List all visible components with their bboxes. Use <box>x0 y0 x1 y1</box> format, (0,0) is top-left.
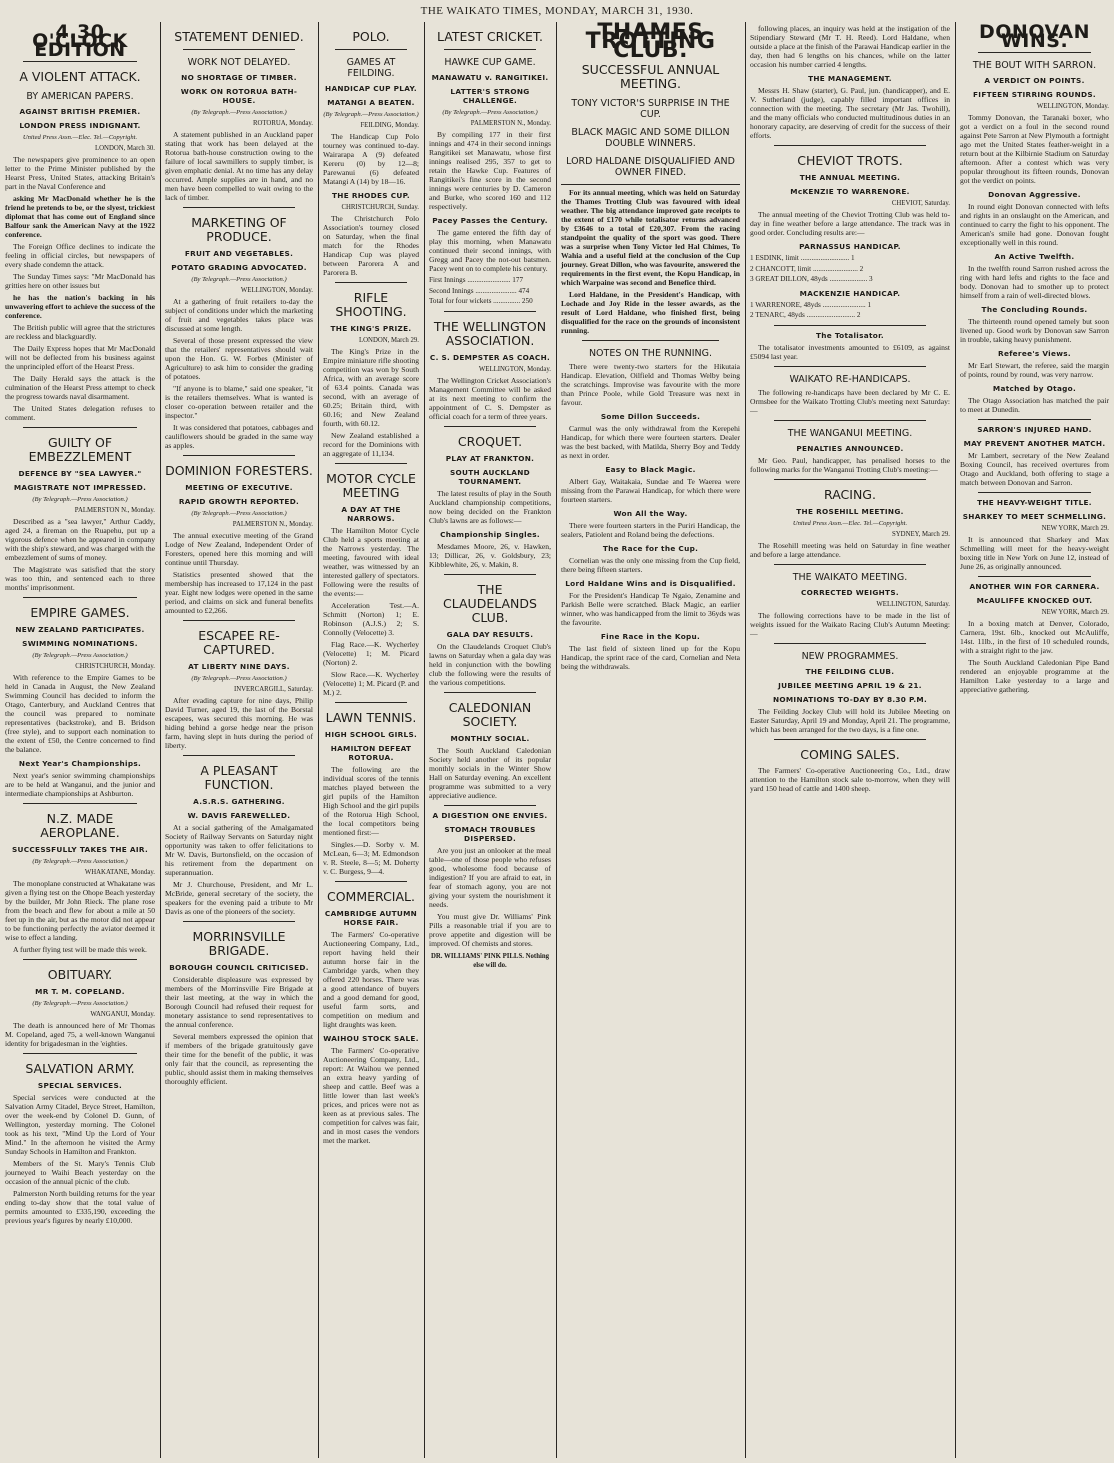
section-heading: MARKETING OF PRODUCE. <box>191 215 287 244</box>
sub-heading: GAMES AT FEILDING. <box>346 57 396 79</box>
caption-heading: Next Year's Championships. <box>18 759 142 768</box>
sub-heading: NEW PROGRAMMES. <box>801 650 899 662</box>
divider <box>335 463 408 464</box>
article-paragraph: The death is announced here of Mr Thomas M. Copeland, aged 75, a well-known Wanganui identity for brigadesman in the 'eighties. <box>5 1021 155 1048</box>
caption-heading: MEETING OF EXECUTIVE. <box>185 483 293 492</box>
section-heading: THE CLAUDELANDS CLUB. <box>443 581 537 625</box>
article-paragraph: Several members expressed the opinion that if members of the brigade gratuitously gave their time for the benefit of the public, it was only fair that the council, as representing the public, should assist them in making themselves thoroughly efficient. <box>165 1032 313 1086</box>
divider <box>582 340 718 341</box>
lead-paragraph: For its annual meeting, which was held on Saturday the Thames Trotting Club was favoured with ideal weather. The big attendance improved gate receipts to the extent of £170 while totalisator returns advanced by £3646 to a total of £20,307. From the racing standpoint the quality of the sport was good. There was a surprise when Tony Victor led Hal Chimes, To Wahia and a useful field at the conclusion of the Cup journey. Great Dillon, who was favourite, answered the requirements in the first event, the Kopu Handicap, in which Warpaine was second and Benefice third. <box>561 188 740 287</box>
divider <box>23 1053 137 1054</box>
divider <box>183 49 296 50</box>
caption-heading: The Concluding Rounds. <box>981 305 1088 314</box>
divider <box>444 692 537 693</box>
dateline: CHEVIOT, Saturday. <box>891 200 950 207</box>
article-paragraph: Messrs H. Shaw (starter), G. Paul, jun. (handicapper), and E. V. Sutherland (judge), capably filled important offices in connection with the meeting. The secretary (Mr Jas. Twohill), and the many officials who conducted multitudinous duties in an honorary capacity, are deserving of credit for the success of their efforts. <box>750 86 950 140</box>
divider <box>561 184 740 185</box>
divider <box>774 643 926 644</box>
caption-heading: POTATO GRADING ADVOCATED. <box>171 263 307 272</box>
caption-heading: AT LIBERTY NINE DAYS. <box>188 662 290 671</box>
caption-heading: SOUTH AUCKLAND TOURNAMENT. <box>449 467 531 486</box>
caption-heading: McKENZIE TO WARRENORE. <box>790 187 910 196</box>
article-paragraph: The monoplane constructed at Whakatane was given a flying test on the Ohope Beach yesterday by the builder, Mr John Rieck. The plane rose from the beach and flew for about a mile at 50 feet up in the air, but as the motor did not appear to be functioning perfectly the aviator deemed it wise to effect a landing. <box>5 879 155 942</box>
divider <box>774 564 926 565</box>
divider <box>978 52 1091 53</box>
article-paragraph: The Handicap Cup Polo tourney was continued to-day. Wairarapa A (9) defeated Kereru (0) by 12—8; Parewanui (6) defeated Matangi A (14) by 18—16. <box>323 132 419 186</box>
caption-heading: RAPID GROWTH REPORTED. <box>178 497 300 506</box>
caption-heading: PLAY AT FRANKTON. <box>445 453 535 463</box>
caption-heading: SUCCESSFULLY TAKES THE AIR. <box>11 845 149 854</box>
divider <box>183 207 296 208</box>
column-4 <box>424 22 556 1458</box>
section-heading: STATEMENT DENIED. <box>174 29 304 44</box>
column-5 <box>556 22 745 1458</box>
lead-paragraph: Lord Haldane, in the President's Handicap, with Lochade and Joy Ride in the lesser awards, as the result of Lord Haldane, who finished first, being disqualified for the race on the grounds of inconsistent running. <box>561 290 740 335</box>
caption-heading: Lord Haldane Wins and is Disqualified. <box>565 579 736 588</box>
section-heading: LATEST CRICKET. <box>437 29 543 44</box>
article-paragraph: There were twenty-two starters for the Hikutaia Handicap. Elevation, Oilfield and Thomas Welby being the scratchings. Improvise was favourite with the more than Prince Poole, while Gold Treasure was next in favour. <box>561 362 740 407</box>
caption-heading: PENALTIES ANNOUNCED. <box>796 443 904 453</box>
caption-heading: HIGH SCHOOL GIRLS. <box>324 730 418 739</box>
article-paragraph: The annual executive meeting of the Grand Lodge of New Zealand, Independent Order of Foresters, opened here this morning and will continue until Thursday. <box>165 531 313 567</box>
dateline: WANGANUI, Monday. <box>90 1011 155 1018</box>
article-paragraph: You must give Dr. Williams' Pink Pills a reasonable trial if you are to prove appetite and digestion will be improved. Of chemists and stores. <box>429 911 551 948</box>
sub-heading: WORK NOT DELAYED. <box>187 57 291 68</box>
caption-heading: MATANGI A BEATEN. <box>327 98 415 107</box>
caption-heading: THE ROSEHILL MEETING. <box>796 506 904 516</box>
article-paragraph: Members of the St. Mary's Tennis Club journeyed to Waihi Beach yesterday on the occasion of the annual picnic of the club. <box>5 1159 155 1186</box>
dateline: PALMERSTON N., Monday. <box>74 507 155 514</box>
dateline: CHRISTCHURCH, Sunday. <box>341 204 419 211</box>
caption-heading: FIFTEEN STIRRING ROUNDS. <box>973 90 1096 99</box>
divider <box>335 881 408 882</box>
dateline: ROTORUA, Monday. <box>252 120 313 127</box>
masthead: THE WAIKATO TIMES, MONDAY, MARCH 31, 1930. <box>420 5 694 17</box>
caption-heading: A.S.R.S. GATHERING. <box>193 797 285 806</box>
section-heading: EMPIRE GAMES. <box>30 605 130 620</box>
result-line: 3 GREAT DILLON, 48yds ..................... 3 <box>750 275 873 284</box>
article-paragraph: The game entered the fifth day of play this morning, when Manawatu continued their second innings, with Gregg and Pacey the not-out batsmen. Pacey went on to complete his century. <box>429 228 551 273</box>
caption-heading: MONTHLY SOCIAL. <box>450 733 530 743</box>
article-paragraph: The Foreign Office declines to indicate the feeling in official circles, but newspapers of every shade condemn the attack. <box>5 242 155 269</box>
article-paragraph: The following are the individual scores of the tennis matches played between the girl pupils of the Hamilton High School and the girl pupils of the Rotorua High School, the local competitors being mentioned first:— <box>323 765 419 837</box>
dateline: WELLINGTON, Monday. <box>1036 103 1109 110</box>
sub-heading: WAIKATO RE-HANDICAPS. <box>789 373 911 385</box>
article-paragraph: The annual meeting of the Cheviot Trotting Club was held to-day in fine weather before a large attendance. The track was in good order. Concluding results are:— <box>750 210 950 237</box>
divider <box>444 426 537 427</box>
caption-heading: An Active Twelfth. <box>994 252 1075 261</box>
caption-heading: THE ANNUAL MEETING. <box>799 173 901 182</box>
article-paragraph: It was considered that potatoes, cabbages and cauliflowers should be graded in the same way as apples. <box>165 423 313 450</box>
article-paragraph: Palmerston North building returns for the year ending to-day show that the total value of permits amounted to £335,190, exceeding the previous year's figures by nearly £10,000. <box>5 1189 155 1225</box>
dateline: INVERCARGILL, Saturday. <box>233 686 313 693</box>
article-paragraph: Special services were conducted at the Salvation Army Citadel, Bryce Street, Hamilton, over the week-end by Colonel D. Gunn, of Wellington, yesterday morning. The Colonel took as his text, "Mind Up the Lord of Your Mind." In the afternoon he visited the Army Sunday Schools in Hamilton and Frankton. <box>5 1093 155 1156</box>
caption-heading: NEW ZEALAND PARTICIPATES. <box>15 625 145 634</box>
caption-heading: SARRON'S INJURED HAND. <box>977 425 1092 434</box>
article-paragraph: In the twelfth round Sarron rushed across the ring with hard lefts and rights to the face and body. Donovan had to smother up to protect himself from a rain of well-directed blows. <box>960 264 1109 300</box>
dateline: WHAKATANE, Monday. <box>84 869 155 876</box>
caption-heading: WORK ON ROTORUA BATH-HOUSE. <box>180 87 298 105</box>
caption-heading: McAULIFFE KNOCKED OUT. <box>976 596 1093 605</box>
section-heading: A PLEASANT FUNCTION. <box>200 763 278 792</box>
section-heading: DOMINION FORESTERS. <box>165 463 313 478</box>
article-paragraph: "If anyone is to blame," said one speaker, "it is the retailers themselves. What is wanted is closer co-operation between retailer and the inspector." <box>165 384 313 420</box>
caption-heading: GALA DAY RESULTS. <box>446 629 534 639</box>
article-paragraph: At a social gathering of the Amalgamated Society of Railway Servants on Saturday night opportunity was taken to offer felicitations to Mr W. Davis, Burtonsfield, on the occasion of his retirement from the department on superannuation. <box>165 823 313 877</box>
article-paragraph: The Magistrate was satisfied that the story was too thin, and sentenced each to three months' imprisonment. <box>5 565 155 592</box>
press-credit: (By Telegraph.—Press Association.) <box>191 109 287 116</box>
section-heading: CALEDONIAN SOCIETY. <box>448 699 532 729</box>
section-heading: SUCCESSFUL ANNUAL MEETING. <box>581 62 720 91</box>
column-rule <box>160 22 161 1458</box>
article-paragraph: A statement published in an Auckland paper stating that work has been delayed at the Rotorua bath-house construction owing to the failure of local sawmillers to supply timber, is given emphatic denial. At no time has any delay occurred. Ample supplies are in hand, and no men have been compelled to wait owing to the lack of timber. <box>165 130 313 202</box>
section-heading: CHEVIOT TROTS. <box>797 153 903 168</box>
section-heading: MOTOR CYCLE MEETING <box>326 471 416 500</box>
caption-heading: HANDICAP CUP PLAY. <box>325 84 417 93</box>
caption-heading: SPECIAL SERVICES. <box>37 1081 123 1090</box>
section-heading: POLO. <box>352 29 390 44</box>
caption-heading: The Race for the Cup. <box>602 544 699 553</box>
caption-heading: NO SHORTAGE OF TIMBER. <box>181 73 297 82</box>
dateline: FEILDING, Monday. <box>360 122 419 129</box>
article-paragraph: The British public will agree that the strictures are reckless and blackguardly. <box>5 323 155 341</box>
caption-heading: SWIMMING NOMINATIONS. <box>22 639 138 648</box>
article-paragraph: At a gathering of fruit retailers to-day the subject of conditions under which the marketing of fruit and vegetables takes place was discussed at some length. <box>165 297 313 333</box>
article-paragraph: following places, an inquiry was held at the instigation of the Stipendiary Steward (Mr T. H. Reed). Lord Haldane, when outside a place at the finish of the Parawai Handicap earlier in the day, then had 6 lengths on his chances, while on the latter occasion his number carried 4 lengths. <box>750 24 950 69</box>
caption-heading: JUBILEE MEETING APRIL 19 & 21. <box>778 680 922 690</box>
column-rule <box>424 22 425 1458</box>
caption-heading: Referee's Views. <box>998 349 1071 358</box>
article-paragraph: It is announced that Sharkey and Max Schmelling will meet for the heavy-weight boxing title in New York on June 12, instead of June 26, as originally announced. <box>960 535 1109 571</box>
caption-heading: Easy to Black Magic. <box>605 465 696 474</box>
dateline: PALMERSTON N., Monday. <box>232 521 313 528</box>
caption-heading: HAMILTON DEFEAT ROTORUA. <box>330 744 412 762</box>
article-paragraph: The thirteenth round opened tamely but soon livened up. Good work by Donovan saw Sarron in trouble, taking heavy punishment. <box>960 317 1109 344</box>
caption-heading: CAMBRIDGE AUTUMN HORSE FAIR. <box>324 909 418 927</box>
article-paragraph: The Hamilton Motor Cycle Club held a sports meeting at the Narrows yesterday. The meeting, favoured with ideal weather, was witnessed by an interested gallery of spectators. Following were the results of the events:— <box>323 526 419 598</box>
sub-heading: BLACK MAGIC AND SOME DILLON DOUBLE WINNERS. <box>571 127 730 149</box>
dateline: LONDON, March 29. <box>358 337 419 344</box>
caption-heading: STOMACH TROUBLES DISPERSED. <box>444 824 536 843</box>
sub-heading: HAWKE CUP GAME. <box>444 57 536 68</box>
caption-heading: CORRECTED WEIGHTS. <box>801 587 899 597</box>
result-line: 1 WARRENORE, 48yds ........................ 1 <box>750 300 872 309</box>
section-heading: LAWN TENNIS. <box>325 710 417 725</box>
article-paragraph: The newspapers give prominence to an open letter to the Prime Minister published by the Hearst Press, United States, attacking Britain's part in the Naval Conference and <box>5 155 155 191</box>
caption-heading: NOMINATIONS TO-DAY BY 8.30 P.M. <box>772 694 928 704</box>
article-paragraph: The totalisator investments amounted to £6109, as against £5094 last year. <box>750 342 950 361</box>
caption-heading: Donovan Aggressive. <box>988 190 1081 199</box>
article-paragraph: For the President's Handicap Te Ngaio, Zenamine and Parkish Belle were scratched. Black Magic, an earlier winner, who was handicapped from the limit to 36yds was the favourite. <box>561 591 740 627</box>
article-paragraph: New Zealand established a record for the Dominions with an aggregate of 11,134. <box>323 431 419 458</box>
caption-heading: WAIHOU STOCK SALE. <box>323 1034 419 1043</box>
article-paragraph: The Farmers' Co-operative Auctioneering Co., Ltd., draw attention to the Hamilton stock sale to-morrow, when they will yard 150 head of cattle and 1400 sheep. <box>750 765 950 793</box>
divider <box>183 921 296 922</box>
article-paragraph: With reference to the Empire Games to be held in Canada in August, the New Zealand Swimming Council has decided to inform the Otago, Canterbury, and Auckland Centres that the council was prepared to nominate representatives (backstroke), and B. Bridson (free style), and to support each nomination to the extent of £50, the Centre concerned to find the balance. <box>5 673 155 754</box>
divider <box>774 420 926 421</box>
article-paragraph: Several of those present expressed the view that the retailers' representatives should wait upon the Hon. G. W. Forbes (Minister of Agriculture) to ask him to consider the grading of potatoes. <box>165 336 313 381</box>
caption-heading: C. S. DEMPSTER AS COACH. <box>429 352 551 362</box>
column-2 <box>160 22 318 1458</box>
press-credit: (By Telegraph.—Press Association.) <box>32 652 128 659</box>
result-line: 1 ESDINK, limit ........................... 1 <box>750 254 855 262</box>
result-line: 2 TENARC, 48yds ........................... 2 <box>750 311 861 320</box>
article-paragraph: Considerable displeasure was expressed by members of the Morrinsville Fire Brigade at their last meeting, at the way in which the Borough Council had refused their request for monetary assistance to send representatives to the annual conference. <box>165 975 313 1029</box>
article-paragraph: The last field of sixteen lined up for the Kopu Handicap, the sprint race of the card, Cornelian and Neta being the withdrawals. <box>561 644 740 671</box>
column-rule <box>318 22 319 1458</box>
article-paragraph: After evading capture for nine days, Philip David Turner, aged 19, the last of the Borstal escapees, was secured this morning. He was hiding behind a gorse hedge near the prison farm, having slept in huts during the period of liberty. <box>165 696 313 750</box>
press-credit: (By Telegraph.—Press Association.) <box>32 496 128 503</box>
article-paragraph: The Wellington Cricket Association's Management Committee will be asked at its next meeting to confirm the appointment of C. S. Dempster as official coach for a term of three years. <box>429 375 551 421</box>
dateline: PALMERSTON N., Monday. <box>470 120 551 127</box>
divider <box>444 49 537 50</box>
article-paragraph: The Farmers' Co-operative Auctioneering Company, Ltd., report: At Waihou we penned an extra heavy yarding of sheep and cattle. Beef was a little lower than last week's prices, and prices were not as keen as at previous sales. The competition for calves was fair, and in most cases the vendors met the market. <box>323 1046 419 1145</box>
advert-signature: DR. WILLIAMS' PINK PILLS. Nothing else will do. <box>430 952 550 969</box>
article-paragraph: Tommy Donovan, the Taranaki boxer, who got a verdict on a foul in the second round against Pete Sarron at New Plymouth a fortnight ago met the United States feather-weight in a return bout at the Kilbirnie Stadium on Saturday afternoon. After a contest which was very popular throughout its fifteen rounds, Donovan got the verdict on points. <box>960 113 1109 185</box>
divider <box>23 61 137 62</box>
caption-heading: SHARKEY TO MEET SCHMELLING. <box>962 512 1107 521</box>
sub-heading: THE WAIKATO MEETING. <box>792 571 908 583</box>
caption-heading: MR T. M. COPELAND. <box>35 987 125 996</box>
divider <box>444 311 537 312</box>
article-paragraph: The Feilding Jockey Club will hold its Jubilee Meeting on Easter Saturday, April 19 and Monday, April 21. The programme, which has been arranged for the two days, is a fine one. <box>750 706 950 734</box>
section-heading: N.Z. MADE AEROPLANE. <box>40 811 120 840</box>
article-paragraph: Mr J. Churchouse, President, and Mr L. McBride, general secretary of the society, the speakers for the evening paid a tribute to Mr Davis as one of the pioneers of the society. <box>165 880 313 916</box>
dateline: LONDON, March 30. <box>94 145 155 152</box>
article-paragraph: Next year's senior swimming championships are to be held at Wanganui, and the junior and intermediate championships at Ashburton. <box>5 771 155 798</box>
sub-heading: THE BOUT WITH SARRON. <box>972 60 1097 71</box>
divider <box>23 803 137 804</box>
section-heading: COMING SALES. <box>800 746 900 762</box>
caption-heading: MAGISTRATE NOT IMPRESSED. <box>13 483 147 492</box>
divider <box>335 702 408 703</box>
press-credit: (By Telegraph.—Press Association.) <box>32 858 128 865</box>
column-6 <box>745 22 955 1458</box>
divider <box>183 620 296 621</box>
caption-heading: THE MANAGEMENT. <box>808 74 892 83</box>
article-paragraph: Mesdames Moore, 26, v. Hawken, 13; Dillicar, 26, v. Goldsbury, 23; Kibblewhite, 26, v. Makin, 8. <box>429 541 551 569</box>
article-paragraph: Described as a "sea lawyer," Arthur Caddy, aged 24, a fireman on the Ruapehu, put up a vigorous defence when he appeared in company with the ship's steward, and was charged with the embezzlement of sums of money. <box>5 517 155 562</box>
article-paragraph: Mr Earl Stewart, the referee, said the margin of points, round by round, was very narrow. <box>960 361 1109 379</box>
article-paragraph: Flag Race.—K. Wycherley (Velocette) 1; M. Picard (Norton) 2. <box>323 640 419 667</box>
article-paragraph: The South Auckland Caledonian Society held another of its popular monthly socials in the Winter Show Hall on Saturday evening. An excellent programme was submitted to a very appreciative audience. <box>429 745 551 800</box>
article-paragraph: By compiling 177 in their first innings and 474 in their second innings Rangitikei set Manawatu, whose first innings realised 295, 357 to get to retain the Hawke Cup. Features of Rangitikei's fine score in the second innings were centuries by D. Cameron and Burke, who scored 160 and 112 respectively. <box>429 130 551 211</box>
divider <box>444 574 537 575</box>
caption-heading: Won All the Way. <box>613 509 688 518</box>
divider <box>444 805 537 806</box>
article-paragraph: The following re-handicaps have been declared by Mr C. E. Ormsbee for the Waikato Trotting Club's meeting next Saturday:— <box>750 387 950 415</box>
article-paragraph: The Farmers' Co-operative Auctioneering Company, Ltd., report having held their autumn horse fair in the Cambridge yards, when they offered 220 horses. There was a good attendance of buyers and a good demand for good, useful farm sorts, and competition on medium and light draughts was keen. <box>323 930 419 1029</box>
divider <box>23 959 137 960</box>
section-heading: A VIOLENT ATTACK. <box>19 69 141 84</box>
divider <box>978 492 1091 493</box>
press-credit: United Press Assn.—Elec. Tel.—Copyright. <box>792 519 908 527</box>
press-credit: United Press Assn.—Elec. Tel.—Copyright. <box>22 134 138 141</box>
caption-heading: The Totalisator. <box>816 330 884 340</box>
caption-heading: Matched by Otago. <box>992 384 1077 393</box>
divider <box>774 739 926 740</box>
article-paragraph: On the Claudelands Croquet Club's lawns on Saturday when a gala day was held in conjunction with the bowling club the following were the results of the various competitions. <box>429 641 551 687</box>
section-heading: RACING. <box>824 486 876 502</box>
sub-heading: TONY VICTOR'S SURPRISE IN THE CUP. <box>571 98 730 120</box>
article-paragraph: The South Auckland Caledonian Pipe Band rendered an enjoyable programme at the Hamilton Lake yesterday to a large and appreciative gathering. <box>960 658 1109 694</box>
caption-heading: A DIGESTION ONE ENVIES. <box>432 810 548 820</box>
press-credit: (By Telegraph.—Press Association.) <box>442 109 538 116</box>
caption-heading: LONDON PRESS INDIGNANT. <box>19 121 141 130</box>
divider <box>23 597 137 598</box>
article-paragraph: The King's Prize in the Empire miniature rifle shooting competition was won by South Africa, with an average score of 63.4 points. Canada was second, with an average of 60.25; Britain third, with 60.16; and New Zealand fourth, with 60.12. <box>323 347 419 428</box>
divider <box>978 576 1091 577</box>
divider <box>23 427 137 428</box>
sub-heading: LORD HALDANE DISQUALIFIED AND OWNER FINED. <box>566 156 735 178</box>
section-heading: GUILTY OF EMBEZZLEMENT <box>28 435 132 464</box>
divider <box>183 755 296 756</box>
press-credit: (By Telegraph.—Press Association.) <box>191 675 287 682</box>
divider <box>774 479 926 480</box>
article-paragraph: The Christchurch Polo Association's tourney closed on Saturday, when the final match for the Rhodes Handicap Cup was played between Parorera A and Parorera B. <box>323 214 419 277</box>
article-paragraph: The Daily Express hopes that Mr MacDonald will not be deflected from his business against the unprincipled effort of the Hearst Press. <box>5 344 155 371</box>
divider <box>774 325 926 326</box>
caption-heading: PARNASSUS HANDICAP. <box>799 242 901 251</box>
dateline: NEW YORK, March 29. <box>1041 609 1109 616</box>
press-credit: (By Telegraph.—Press Association.) <box>191 510 287 517</box>
caption-heading: MAY PREVENT ANOTHER MATCH. <box>963 439 1106 448</box>
dateline: CHRISTCHURCH, Monday. <box>75 663 155 670</box>
article-paragraph: Are you just an onlooker at the meal table—one of those people who refuses good, wholesome food because of indigestion? If you are afraid to eat, in fear of stomach agony, you are not giving your system the nourishment it needs. <box>429 845 551 909</box>
section-heading: CROQUET. <box>457 433 523 449</box>
article-paragraph: Albert Gay, Waitakaia, Sundae and Te Waerea were missing from the Parawai Handicap, for which there were fourteen starters. <box>561 477 740 504</box>
caption-heading: AGAINST BRITISH PREMIER. <box>19 107 141 116</box>
section-heading: OBITUARY. <box>47 967 113 982</box>
press-credit: (By Telegraph.—Press Association.) <box>191 276 287 283</box>
result-line: 2 CHANCOTT, limit ......................... 2 <box>750 264 864 273</box>
result-line: First Innings ........................ 177 <box>429 276 524 284</box>
column-3 <box>318 22 424 1458</box>
caption-heading: Some Dillon Succeeds. <box>600 412 701 421</box>
caption-heading: THE FEILDING CLUB. <box>805 666 895 676</box>
section-heading: SALVATION ARMY. <box>25 1061 135 1076</box>
article-paragraph: In a boxing match at Denver, Colorado, Carnera, 19st. 6lb., knocked out McAuliffe, 14st. 11lb., in the first of 10 scheduled rounds, with a straight right to the jaw. <box>960 619 1109 655</box>
dateline: SYDNEY, March 29. <box>891 530 950 538</box>
caption-heading: THE KING'S PRIZE. <box>330 324 412 333</box>
divider <box>335 49 408 50</box>
caption-heading: Championship Singles. <box>440 529 540 539</box>
divider <box>183 455 296 456</box>
article-paragraph: The Otago Association has matched the pair to meet at Dunedin. <box>960 396 1109 414</box>
article-paragraph: Carmul was the only withdrawal from the Kerepehi Handicap, for which there were fourteen starters. Dealer was the best backed, with Matilda, Sherry Boy and Teddy as next in order. <box>561 424 740 460</box>
article-paragraph: Mr Geo. Paul, handicapper, has penalised horses to the following marks for the Wanganui Trotting Club's meeting:— <box>750 455 950 474</box>
column-rule <box>955 22 956 1458</box>
divider <box>335 282 408 283</box>
caption-heading: MANAWATU v. RANGITIKEI. <box>431 73 549 82</box>
article-paragraph: Statistics presented showed that the membership has increased to 17,124 in the past year. Eight new lodges were opened in the same period, and claims on sick and funeral benefits amounted to £2,266. <box>165 570 313 615</box>
lead-paragraph: he has the nation's backing in his unwavering effort to achieve the success of the conference. <box>5 293 155 320</box>
article-paragraph: The Rosehill meeting was held on Saturday in fine weather and before a large attendance. <box>750 540 950 559</box>
article-paragraph: The United States delegation refuses to comment. <box>5 404 155 422</box>
article-paragraph: In round eight Donovan connected with lefts and rights in an onslaught on the American, and continued to carry the fight to his opponent. The American's smile had gone. Donovan fought exceptionally well in this round. <box>960 202 1109 247</box>
sub-heading: NOTES ON THE RUNNING. <box>588 348 713 359</box>
divider <box>774 145 926 146</box>
caption-heading: W. DAVIS FAREWELLED. <box>187 811 291 820</box>
headline: 4.30 O'CLOCK EDITION <box>32 22 128 61</box>
article-paragraph: The Daily Herald says the attack is the culmination of the Hearst Press attempt to check the progress towards naval disarmament. <box>5 374 155 401</box>
caption-heading: FRUIT AND VEGETABLES. <box>184 249 294 258</box>
lead-paragraph: asking Mr MacDonald whether he is the friend he pretends to be, or the slyest, trickiest diplomat that has come out of England since Balfour sank the American Navy at the 1922 conference. <box>5 194 155 239</box>
caption-heading: ANOTHER WIN FOR CARNERA. <box>969 582 1100 591</box>
article-paragraph: The Sunday Times says: "Mr MacDonald has gritties here on other issues but <box>5 272 155 290</box>
result-line: Second Innings ....................... 474 <box>429 286 530 295</box>
divider <box>978 419 1091 420</box>
column-rule <box>745 22 746 1458</box>
caption-heading: MACKENZIE HANDICAP. <box>799 288 901 298</box>
article-paragraph: Slow Race.—K. Wycherley (Velocette) 1; M. Picard (P. and M.) 2. <box>323 670 419 697</box>
caption-heading: Pacey Passes the Century. <box>432 216 548 225</box>
caption-heading: BOROUGH COUNCIL CRITICISED. <box>169 963 309 972</box>
caption-heading: THE RHODES CUP. <box>332 191 410 200</box>
press-credit: (By Telegraph.—Press Association.) <box>323 111 419 118</box>
headline: DONOVAN WINS. <box>979 22 1090 52</box>
sub-heading: BY AMERICAN PAPERS. <box>26 91 134 102</box>
caption-heading: A DAY AT THE NARROWS. <box>341 505 401 523</box>
section-heading: RIFLE SHOOTING. <box>335 290 407 319</box>
caption-heading: A VERDICT ON POINTS. <box>984 76 1085 85</box>
headline: THAMES TROTTING CLUB. <box>585 22 716 63</box>
section-heading: ESCAPEE RE-CAPTURED. <box>198 628 280 657</box>
divider <box>774 366 926 367</box>
section-heading: THE WELLINGTON ASSOCIATION. <box>433 318 547 348</box>
article-paragraph: The latest results of play in the South Auckland championship competitions, now being decided on the Frankton Club's lawns are as follows:— <box>429 488 551 525</box>
article-paragraph: Acceleration Test.—A. Schmitt (Norton) 1; E. Robinson (A.J.S.) 2; S. Connolly (Velocette) 3. <box>323 601 419 637</box>
result-line: Total for four wickets ............... 250 <box>429 297 533 306</box>
article-paragraph: A further flying test will be made this week. <box>13 945 147 954</box>
sub-heading: THE WANGANUI MEETING. <box>787 427 913 439</box>
caption-heading: Fine Race in the Kopu. <box>600 632 701 641</box>
article-paragraph: Singles.—D. Sorby v. M. McLean, 6—3; M. Edmondson v. R. Steele, 8—5; M. Doherty v. C. Burgess, 9—4. <box>323 840 419 876</box>
caption-heading: DEFENCE BY "SEA LAWYER." <box>18 469 142 478</box>
article-paragraph: There were fourteen starters in the Puriri Handicap, the sealers, Patiolent and Roland being the defections. <box>561 521 740 539</box>
article-paragraph: The following corrections have to be made in the list of weights issued for the Waikato Racing Club's Autumn Meeting:— <box>750 610 950 638</box>
section-heading: COMMERCIAL. <box>326 889 415 904</box>
section-heading: MORRINSVILLE BRIGADE. <box>192 929 286 958</box>
caption-heading: THE HEAVY-WEIGHT TITLE. <box>977 498 1092 507</box>
press-credit: (By Telegraph.—Press Association.) <box>32 1000 128 1007</box>
column-1 <box>0 22 160 1458</box>
dateline: WELLINGTON, Monday. <box>240 287 313 294</box>
dateline: NEW YORK, March 29. <box>1041 525 1109 532</box>
dateline: WELLINGTON, Saturday. <box>876 600 950 608</box>
caption-heading: LATTER'S STRONG CHALLENGE. <box>450 87 530 105</box>
dateline: WELLINGTON, Monday. <box>478 365 551 373</box>
article-paragraph: Cornelian was the only one missing from the Cup field, there being fifteen starters. <box>561 556 740 574</box>
article-paragraph: Mr Lambert, secretary of the New Zealand Boxing Council, has received overtures from Otago and Auckland, both offering to stage a match between Donovan and Sarron. <box>960 451 1109 487</box>
column-rule <box>556 22 557 1458</box>
column-7 <box>955 22 1114 1458</box>
